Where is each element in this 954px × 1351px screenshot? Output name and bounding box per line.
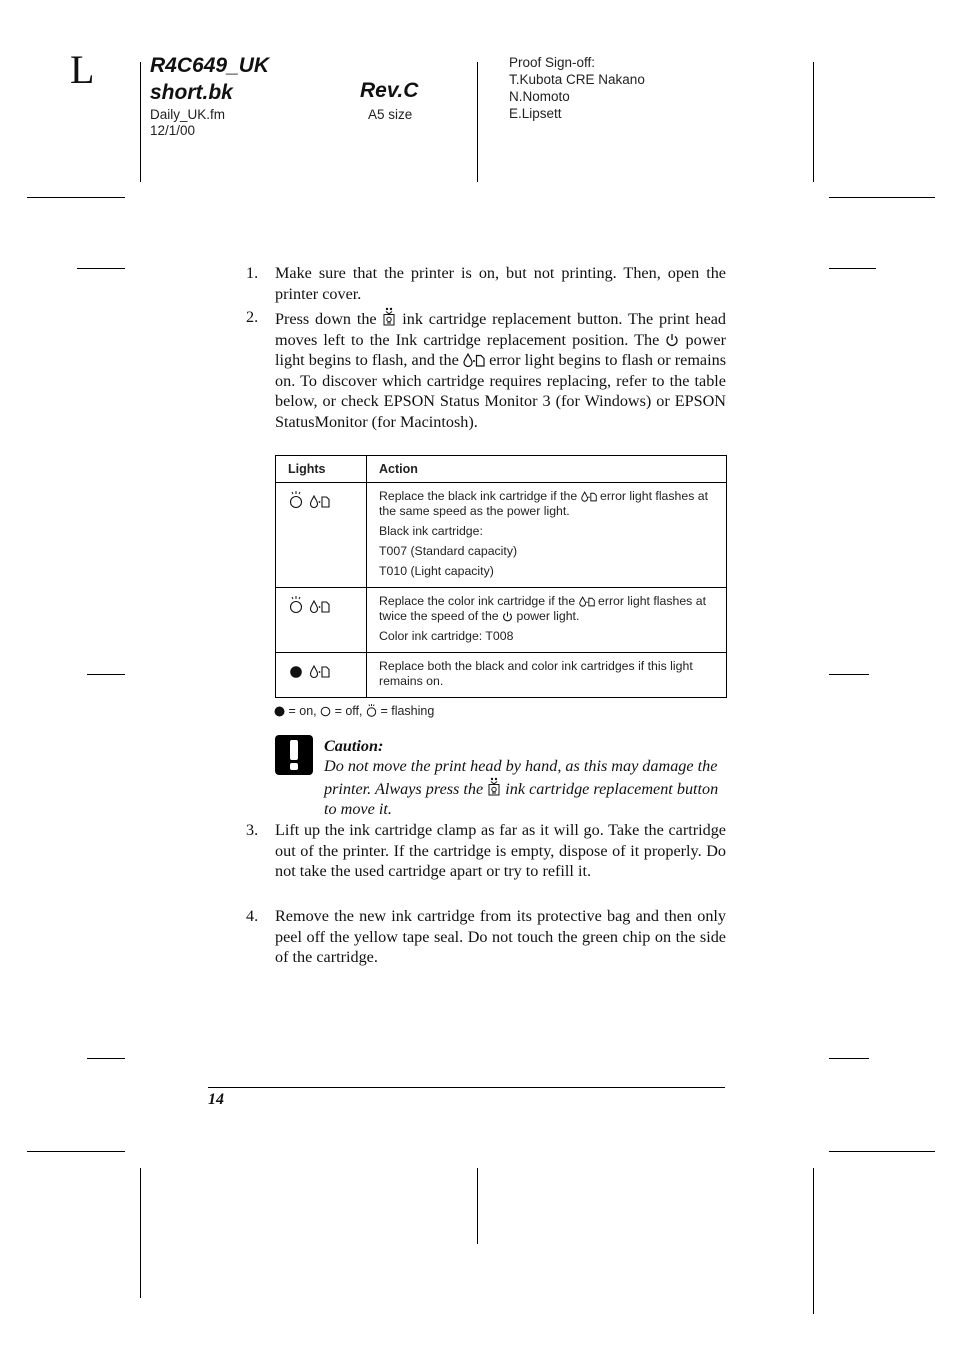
proof-signoff [509, 54, 645, 122]
action-text: T010 (Light capacity) [379, 564, 494, 578]
paper-size: A5 size [368, 107, 413, 122]
ink-error-icon [581, 491, 597, 502]
document-title-line1: R4C649_UK [150, 54, 270, 77]
action-text: T007 (Standard capacity) [379, 544, 518, 558]
crop-mark [829, 1058, 869, 1059]
action-cell [367, 653, 727, 698]
lights-legend: = on, = off, = flashing [274, 704, 434, 718]
step-text: Remove the new ink cartridge from its protective bag and then only peel off the yellow tape seal. Do not touch the green chip on the side of the cartridge. [275, 907, 726, 966]
crop-mark [829, 1151, 935, 1152]
table-row [276, 483, 727, 588]
ink-error-icon [463, 353, 485, 367]
document-title-line2: short.bk [150, 81, 233, 104]
caution-title: Caution: [324, 737, 384, 755]
action-cell [367, 588, 727, 653]
step-text: Make sure that the printer is on, but not printing. Then, open the printer cover. [275, 264, 726, 303]
step-text-part: error light begins to flash or remains on. To discover which cartridge requires replacing, refer to the table below, or check EPSON Status Monitor 3 (for Windows) or EPSON StatusMonitor (for Macintosh). [275, 351, 726, 431]
step-number: 1. [246, 264, 259, 282]
document-title [150, 52, 269, 106]
corner-letter: L [70, 47, 95, 92]
crop-mark [27, 1151, 125, 1152]
lights-cell [276, 653, 367, 698]
action-text: Replace the black ink cartridge if the error light flashes at the same speed as the power light. [379, 489, 709, 518]
light-on-icon [274, 706, 285, 717]
proof-name: T.Kubota CRE Nakano [509, 72, 645, 87]
column-header-lights: Lights [276, 456, 367, 483]
step-number: 3. [246, 821, 259, 839]
crop-mark [87, 1058, 125, 1059]
page-number: 14 [208, 1091, 224, 1108]
crop-mark [87, 674, 125, 675]
action-text: Replace the color ink cartridge if the error light flashes at twice the speed of the power light. [379, 594, 706, 623]
crop-mark [77, 268, 125, 269]
crop-mark [477, 1168, 478, 1244]
caution-text: Do not move the print head by hand, as this may damage the printer. Always press the ink cartridge replacement button to move it. [324, 757, 719, 818]
step-text-part: ink cartridge replacement button. The print head moves left to the Ink cartridge replacement position. The [275, 310, 726, 349]
step-text-part: power light begins to flash, and the [275, 330, 726, 369]
crop-mark [27, 197, 125, 198]
filename: Daily_UK.fm [150, 107, 226, 122]
table-header-row [276, 456, 727, 483]
light-on-icon [288, 661, 336, 679]
column-header-action: Action [367, 456, 727, 483]
cartridge-button-icon [487, 777, 501, 796]
table-row [276, 588, 727, 653]
step-number: 4. [246, 907, 259, 925]
power-icon [502, 611, 513, 622]
light-flashing-icon [366, 704, 377, 717]
step-text-part: Press down the [275, 310, 377, 328]
revision-label: Rev.C [360, 79, 419, 102]
action-text: Color ink cartridge: T008 [379, 629, 514, 643]
light-off-icon [320, 706, 331, 717]
power-icon [665, 333, 679, 347]
lights-cell [276, 483, 367, 588]
light-flashing-icon [288, 491, 336, 509]
step-number: 2. [246, 308, 259, 326]
lights-table [275, 455, 727, 698]
crop-mark [477, 62, 478, 182]
crop-mark [140, 62, 141, 182]
file-info [150, 107, 225, 139]
cartridge-button-icon [382, 307, 396, 326]
action-text: Black ink cartridge: [379, 524, 483, 538]
crop-mark [829, 197, 935, 198]
step-text [275, 307, 726, 432]
light-flashing-icon [288, 596, 336, 614]
crop-mark [829, 674, 869, 675]
proof-name: E.Lipsett [509, 106, 562, 121]
table-row [276, 653, 727, 698]
ink-error-icon [579, 596, 595, 607]
crop-mark [829, 268, 876, 269]
proof-name: N.Nomoto [509, 89, 570, 104]
file-date: 12/1/00 [150, 123, 196, 138]
caution-icon [275, 735, 313, 775]
crop-mark [813, 1168, 814, 1314]
crop-mark [813, 62, 814, 182]
action-cell [367, 483, 727, 588]
step-text: Lift up the ink cartridge clamp as far as it will go. Take the cartridge out of the printer. If the cartridge is empty, dispose of it properly. Do not take the used cartridge apart or try to refill it. [275, 821, 726, 880]
lights-cell [276, 588, 367, 653]
action-text: Replace both the black and color ink cartridges if this light remains on. [379, 659, 693, 688]
crop-mark [140, 1168, 141, 1298]
footer-rule [208, 1087, 725, 1088]
proof-title: Proof Sign-off: [509, 55, 596, 70]
